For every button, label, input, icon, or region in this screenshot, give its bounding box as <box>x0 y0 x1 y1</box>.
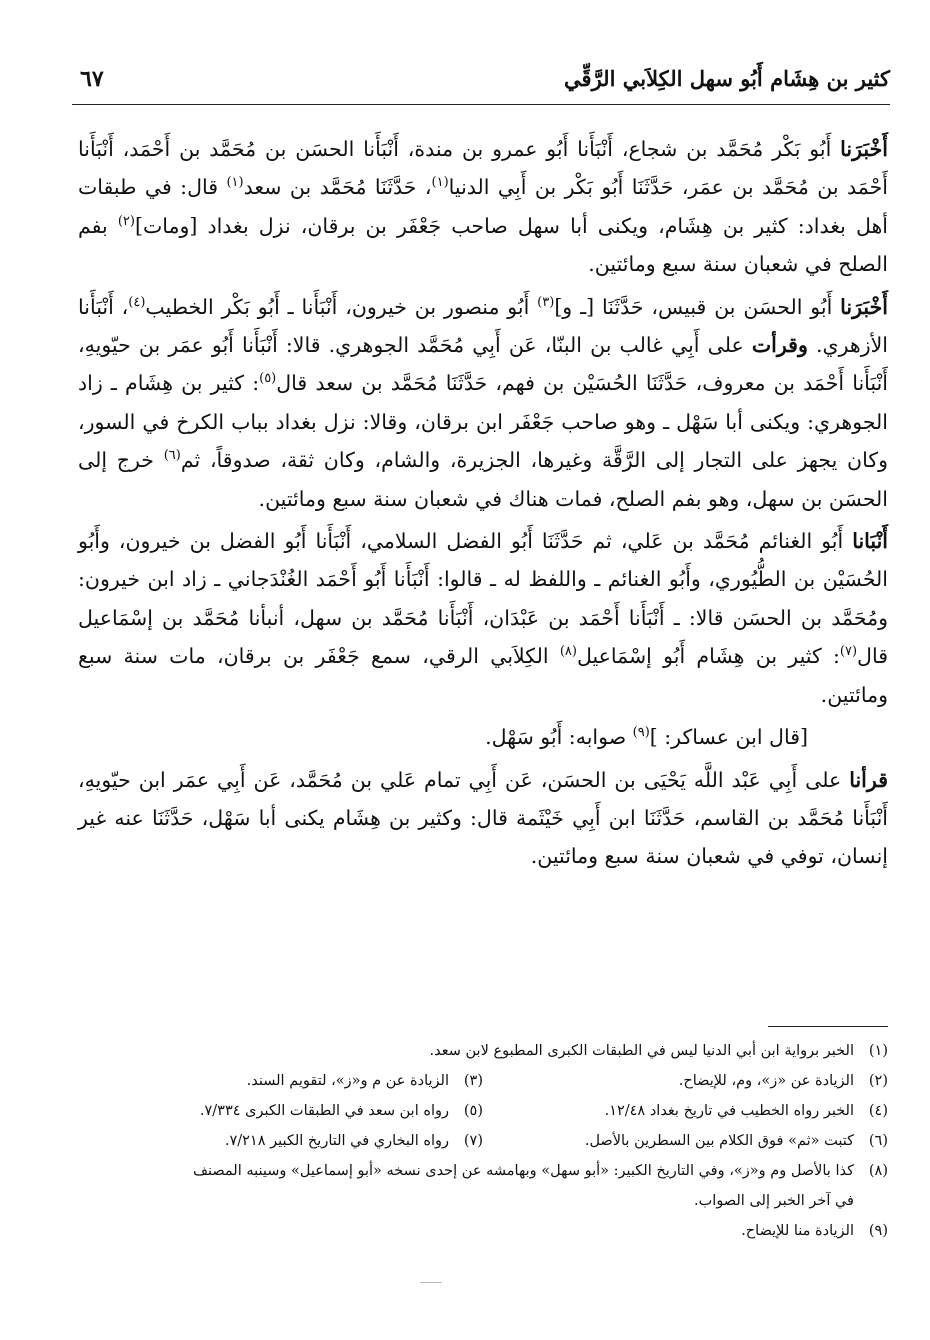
footnotes <box>78 1036 888 1246</box>
footnote-number: (٣) <box>463 1073 483 1089</box>
footnote-row <box>78 1036 888 1066</box>
page-bottom-mark <box>420 1282 442 1283</box>
footnote-ref: (٧) <box>839 644 858 660</box>
footnote-text: الخبر رواه الخطيب في تاريخ بغداد ١٢/٤٨. <box>604 1103 854 1119</box>
footnote-7 <box>78 1126 483 1156</box>
footnote-text: الخبر برواية ابن أبي الدنيا ليس في الطبقات الكبرى المطبوع لابن سعد. <box>429 1043 854 1059</box>
footnote-number: (٤) <box>868 1103 888 1119</box>
text-run: ، أَنْبَأَنا الأزهري. <box>78 294 888 358</box>
text-run: ، حَدَّثَنَا مُحَمَّد بن سعد <box>243 175 432 200</box>
paragraph <box>78 288 888 518</box>
footnote-row <box>78 1216 888 1246</box>
footnote-8 <box>78 1156 888 1186</box>
footnote-text: كتبت «ثم» فوق الكلام بين السطرين بالأصل. <box>584 1133 854 1149</box>
footnote-text: رواه ابن سعد في الطبقات الكبرى ٧/٣٣٤. <box>199 1103 449 1119</box>
footnote-number: (٦) <box>868 1133 888 1149</box>
text-run: قال: في طبقات أهل بغداد: كثير بن هِشَام، ويكنى أبا سهل صاحب جَعْفَر بن برقان، نزل بغداد [ومات] <box>78 175 888 238</box>
footnote-row <box>78 1126 888 1156</box>
footnote-row <box>78 1066 888 1096</box>
footnote-ref: (٥) <box>259 371 277 387</box>
paragraph-lead-word: قرأنا <box>849 767 888 792</box>
footnote-6 <box>483 1126 888 1156</box>
footnote-ref: (٤) <box>128 294 146 310</box>
footnote-number: (٥) <box>463 1103 483 1119</box>
paragraph <box>78 761 888 876</box>
footnote-row <box>78 1096 888 1126</box>
footnote-text: كذا بالأصل وم و«ز»، وفي التاريخ الكبير: «أبو سهل» وبهامشه عن إحدى نسخه «أبو إسماعيل» وسينبه المصنف <box>192 1163 854 1179</box>
footnote-number: (٨) <box>868 1163 888 1179</box>
footnote-ref: (٨) <box>559 644 577 660</box>
body-text <box>78 130 888 880</box>
text-run: صوابه: أَبُو سَهْل. <box>485 725 633 750</box>
footnote-ref: (١) <box>431 175 449 191</box>
text-run: على أَبِي غالب بن البنّا، عَن أَبِي مُحَمَّد الجوهري. قالا: أَنْبَأَنا أَبُو عمَر بن حيّويهِ، أَنْبَأَنا أَحْمَد بن معروف، حَدَّثَنَا الحُسَيْن بن فهم، حَدَّثَنَا مُحَمَّد بن سعد قال <box>78 333 888 396</box>
paragraph-lead-word: أَنْبَانا <box>852 529 888 554</box>
footnote-5 <box>78 1096 483 1126</box>
paragraph <box>78 130 888 284</box>
paragraph <box>78 718 888 756</box>
footnote-ref: (٦) <box>163 448 181 464</box>
footnote-ref: (٢) <box>117 213 135 229</box>
text-run: : كثير بن هِشَام ـ زاد الجوهري: ويكنى أبا سَهْل ـ وهو صاحب جَعْفَر ابن برقان، وقالا: نزل بغداد بباب الكرخ في السور، وكان يجهز على التجار إلى الرَّقَّة وغيرها، الجزيرة، والشام، وكان ثقة، صدوقاً، ثم <box>78 371 889 473</box>
footnote-number: (١) <box>868 1043 888 1059</box>
text-run: خرج إلى الحسَن بن سهل، وهو بفم الصلح، فمات هناك في شعبان سنة سبع ومائتين. <box>78 448 888 511</box>
footnote-text: الزيادة منا للإيضاح. <box>741 1223 854 1239</box>
footnote-text: الزيادة عن م و«ز»، لتقويم السند. <box>246 1073 449 1089</box>
footnote-ref: (٣) <box>537 294 555 310</box>
text-run: بفم الصلح في شعبان سنة سبع ومائتين. <box>78 213 888 277</box>
text-run: : كثير بن هِشَام أَبُو إسْمَاعيل <box>576 644 840 669</box>
text-run: أَبُو الحسَن بن قبيس، حَدَّثَنَا [ـ و] <box>554 294 841 319</box>
footnote-rule <box>768 1026 888 1027</box>
footnote-row <box>78 1186 888 1216</box>
text-run: على أَبِي عَبْد اللَّه يَحْيَى بن الحسَن، عَن أَبِي تمام عَلي بن مُحَمَّد، عَن أَبِي عمَر ابن حيّويهِ، أَنْبَأَنا مُحَمَّد بن القاسم، حَدَّثَنَا ابن أَبِي خَيْثَمة قال: وكثير بن هِشَام يكنى أبا سَهْل، حَدَّثَنَا عنه غير إنسان، توفي في شعبان سنة سبع ومائتين. <box>78 767 888 869</box>
bold-keyword: وقرأت <box>751 333 808 358</box>
page-number: ٦٧ <box>80 66 104 92</box>
paragraph <box>78 522 888 714</box>
footnote-text: رواه البخاري في التاريخ الكبير ٧/٢١٨. <box>224 1133 449 1149</box>
footnote-ref: (٩) <box>632 725 650 741</box>
text-run: الكِلاَبي الرقي، سمع جَعْفَر بن برقان، مات سنة سبع ومائتين. <box>78 644 888 707</box>
footnote-3 <box>78 1066 483 1096</box>
text-run: [قال ابن عساكر: ] <box>649 725 808 750</box>
page-header <box>72 62 890 102</box>
footnote-continuation: في آخر الخبر إلى الصواب. <box>694 1193 854 1209</box>
footnote-9 <box>78 1216 888 1246</box>
paragraph-lead-word: أَخْبَرَنا <box>840 294 888 319</box>
footnote-row <box>78 1156 888 1186</box>
footnote-1 <box>78 1036 888 1066</box>
footnote-4 <box>483 1096 888 1126</box>
text-run: أَبُو منصور بن خيرون، أَنْبَأَنا ـ أَبُو بَكْر الخطيب <box>145 294 538 319</box>
footnote-2 <box>483 1066 888 1096</box>
header-rule <box>72 104 890 105</box>
text-run: أَبُو بَكْر مُحَمَّد بن شجاع، أَنْبَأَنا أَبُو عمرو بن مندة، أَنْبَأَنا الحسَن بن مُحَمَّد بن أَحْمَد، أَنْبَأَنا أَحْمَد بن مُحَمَّد بن عمَر، حَدَّثَنَا أَبُو بَكْر بن أَبِي الدنيا <box>78 137 889 200</box>
footnote-ref: (١) <box>226 175 244 191</box>
paragraph-lead-word: أَخْبَرَنا <box>840 137 888 161</box>
footnote-number: (٢) <box>868 1073 888 1089</box>
running-head: كثير بن هِشَام أَبُو سهل الكِلاَبي الرَّقِّي <box>564 66 890 91</box>
footnote-number: (٧) <box>463 1133 483 1149</box>
footnote-text: الزيادة عن «ز»، وم، للإيضاح. <box>678 1073 854 1089</box>
text-run: أَبُو الغنائم مُحَمَّد بن عَلي، ثم حَدَّثَنَا أَبُو الفضل السلامي، أَنْبَأَنا أَبُو الفضل بن خيرون، وأَبُو الحُسَيْن بن الطُّيُوري، وأَبُو الغنائم ـ واللفظ له ـ قالوا: أَنْبَأَنا أَبُو أَحْمَد الغُنْدَجاني ـ زاد ابن خيرون: ومُحَمَّد بن الحسَن قالا: ـ أَنْبَأَنا أَحْمَد بن عَبْدَان، أَنْبَأَنا مُحَمَّد بن سهل، أنبأنا مُحَمَّد بن إسْمَاعيل قال <box>78 529 888 669</box>
footnote-number: (٩) <box>868 1223 888 1239</box>
